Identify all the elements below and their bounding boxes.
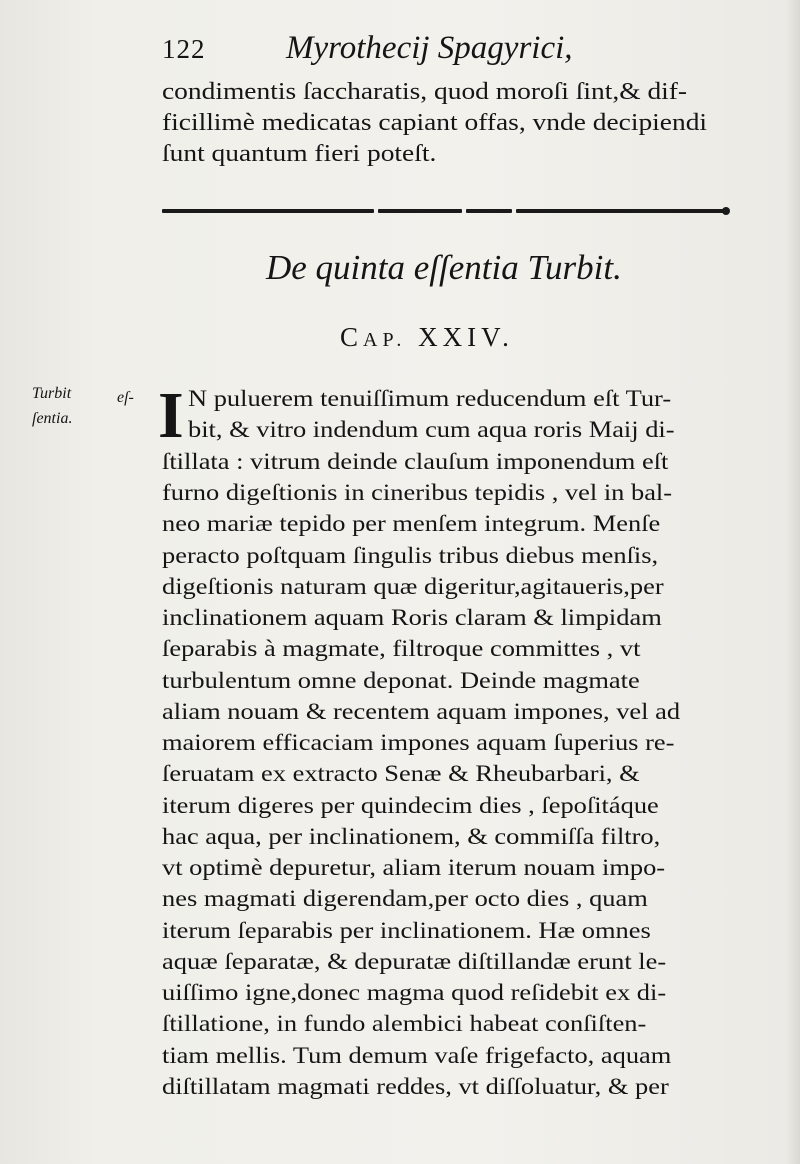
running-title: Myrothecij Spagyrici, bbox=[286, 30, 573, 66]
body-line-19: aquæ ſeparatæ, & depuratæ diſtillandæ erunt le- bbox=[162, 949, 667, 975]
body-line-2: bit, & vitro indendum cum aqua roris Maij di- bbox=[188, 417, 675, 443]
intro-line-3: ſunt quantum fieri poteſt. bbox=[162, 140, 437, 167]
body-line-5: neo mariæ tepido per menſem integrum. Menſe bbox=[162, 511, 661, 537]
body-line-13: ſeruatam ex extracto Senæ & Rheubarbari, & bbox=[162, 761, 640, 787]
margin-note-line-1: Turbit bbox=[32, 385, 72, 402]
chapter-number: XXIV. bbox=[418, 322, 514, 352]
running-header bbox=[162, 28, 732, 72]
body-line-9: ſeparabis à magmate, filtroque committes , vt bbox=[162, 636, 641, 662]
chapter-label-rest: AP. bbox=[363, 329, 407, 351]
body-line-8: inclinationem aquam Roris claram & limpidam bbox=[162, 605, 662, 631]
chapter-heading bbox=[340, 322, 514, 353]
body-line-16: vt optimè depuretur, aliam iterum nouam impo- bbox=[162, 855, 666, 881]
margin-note-hyphen: eſ- bbox=[117, 389, 134, 406]
body-line-12: maiorem efficaciam impones aquam ſuperius re- bbox=[162, 730, 675, 756]
ornamental-rule bbox=[162, 206, 728, 216]
body-line-15: hac aqua, per inclinationem, & commiſſa filtro, bbox=[162, 824, 661, 850]
drop-cap: I bbox=[158, 379, 184, 452]
body-line-20: uiſſimo igne,donec magma quod reſidebit ex di- bbox=[162, 980, 667, 1006]
body-line-23: diſtillatam magmati reddes, vt diſſoluatur, & per bbox=[162, 1074, 669, 1100]
margin-note-line-2: ſentia. bbox=[32, 410, 73, 427]
body-line-4: furno digeſtionis in cineribus tepidis , vel in bal- bbox=[162, 480, 673, 506]
body-line-10: turbulentum omne deponat. Deinde magmate bbox=[162, 668, 640, 694]
body-line-22: tiam mellis. Tum demum vaſe frigefacto, aquam bbox=[162, 1043, 672, 1069]
body-line-7: digeſtionis naturam quæ digeritur,agitaueris,per bbox=[162, 574, 664, 600]
body-line-6: peracto poſtquam ſingulis tribus diebus menſis, bbox=[162, 543, 659, 569]
body-line-3: ſtillata : vitrum deinde clauſum imponendum eſt bbox=[162, 449, 669, 475]
page-number: 122 bbox=[162, 34, 206, 64]
chapter-title: De quinta eſſentia Turbit. bbox=[266, 248, 622, 287]
body-line-18: iterum ſeparabis per inclinationem. Hæ omnes bbox=[162, 918, 651, 944]
body-line-11: aliam nouam & recentem aquam impones, vel ad bbox=[162, 699, 681, 725]
body-line-21: ſtillatione, in fundo alembici habeat conſiſten- bbox=[162, 1011, 647, 1037]
chapter-label-initial: C bbox=[340, 322, 364, 352]
intro-line-1: condimentis ſaccharatis, quod moroſi ſint,& dif- bbox=[162, 78, 688, 105]
page-edge-shadow bbox=[786, 0, 800, 1164]
intro-line-2: ficillimè medicatas capiant offas, vnde decipiendi bbox=[162, 109, 708, 136]
body-line-17: nes magmati digerendam,per octo dies , quam bbox=[162, 886, 648, 912]
body-line-1: N puluerem tenuiſſimum reducendum eſt Tur- bbox=[188, 386, 672, 412]
body-line-14: iterum digeres per quindecim dies , ſepoſitáque bbox=[162, 793, 659, 819]
